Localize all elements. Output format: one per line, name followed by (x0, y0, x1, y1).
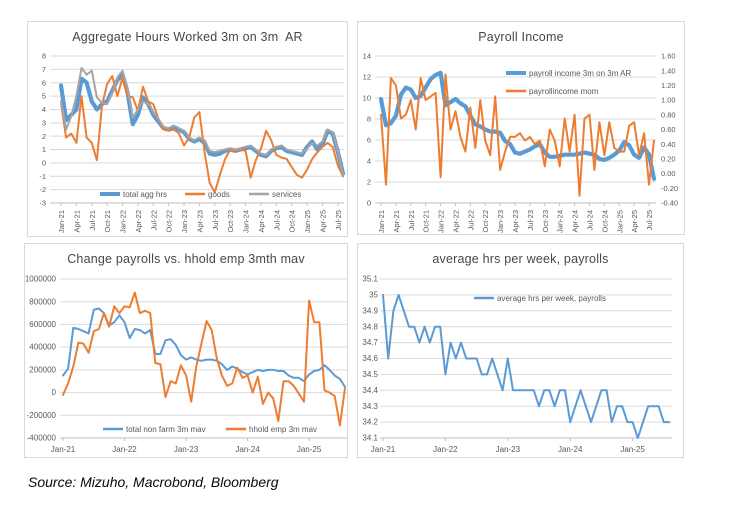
series-line-services (61, 68, 343, 175)
y-axis-tick-label: -3 (39, 198, 46, 208)
y-axis-tick-label: 35 (369, 290, 378, 300)
x-axis-tick-label: Jan-25 (296, 445, 322, 454)
x-axis-tick-label: Oct-22 (481, 210, 491, 233)
x-axis-tick-label: Oct-22 (164, 210, 174, 233)
series-line-total-agg-hrs (61, 75, 343, 174)
y2-axis-tick-label: 1.20 (661, 81, 676, 90)
x-axis-tick-label: Jan-22 (112, 445, 137, 454)
y-axis-tick-label: -200000 (26, 410, 56, 420)
y-axis-tick-label: 35.1 (362, 274, 378, 284)
x-axis-tick-label: Jan-23 (180, 210, 190, 233)
source-note: Source: Mizuho, Macrobond, Bloomberg (28, 474, 279, 490)
series-line-average-hrs-per-week-payrolls (383, 295, 669, 438)
x-axis-tick-label: Jan-23 (495, 445, 521, 454)
y-axis-tick-label: 6 (41, 78, 46, 88)
y-axis-tick-label: 8 (41, 51, 46, 61)
x-axis-tick-label: Jan-23 (496, 210, 506, 233)
x-axis-tick-label: Apr-23 (195, 210, 205, 233)
y-axis-tick-label: 34.8 (362, 322, 378, 332)
x-axis-tick-label: Jan-23 (173, 445, 199, 454)
y-axis-tick-label: 600000 (29, 320, 56, 330)
x-axis-tick-label: Jul-23 (525, 210, 535, 231)
y-axis-tick-label: 400000 (29, 342, 56, 352)
x-axis-tick-label: Jul-21 (87, 210, 97, 231)
y2-axis-tick-label: 0.00 (661, 169, 676, 179)
x-axis-tick-label: Jul-22 (149, 210, 159, 231)
legend-label: goods (208, 189, 230, 199)
x-axis-tick-label: Jan-25 (303, 210, 313, 233)
x-axis-tick-label: Apr-22 (133, 210, 143, 233)
y2-axis-tick-label: 0.60 (661, 125, 676, 135)
x-axis-tick-label: Apr-25 (630, 210, 640, 233)
y-axis-tick-label: 34.1 (362, 433, 378, 443)
y-axis-tick-label: 2 (366, 177, 371, 187)
series-line-payroll-income-3m-on-3m-ar (381, 73, 654, 179)
series-line-goods (61, 76, 343, 192)
y-axis-tick-label: 12 (362, 72, 371, 82)
chart-title-payroll-income: Payroll Income (478, 30, 564, 44)
chart-title-average-hours: average hrs per week, payrolls (432, 252, 609, 266)
y2-axis-tick-label: 1.00 (661, 95, 676, 105)
x-axis-tick-label: Oct-21 (103, 210, 113, 233)
x-axis-tick-label: Apr-24 (570, 210, 580, 233)
legend-label: hhold emp 3m mav (249, 424, 318, 434)
y2-axis-tick-label: -0.40 (661, 198, 679, 208)
y-axis-tick-label: 1 (41, 145, 46, 155)
x-axis-tick-label: Jul-21 (406, 210, 416, 231)
y-axis-tick-label: 34.5 (362, 370, 378, 379)
y-axis-tick-label: -2 (39, 185, 46, 195)
x-axis-tick-label: Oct-21 (421, 210, 431, 233)
legend-label: services (272, 189, 302, 199)
y-axis-tick-label: 4 (41, 105, 46, 115)
x-axis-tick-label: Apr-21 (72, 210, 82, 233)
x-axis-tick-label: Jul-25 (333, 210, 343, 231)
y-axis-tick-label: 10 (362, 93, 371, 103)
y-axis-tick-label: 2 (41, 131, 46, 141)
y-axis-tick-label: 0 (51, 388, 56, 398)
x-axis-tick-label: Jul-25 (645, 210, 655, 231)
x-axis-tick-label: Jan-21 (57, 210, 66, 233)
average-hours-chart (358, 244, 685, 459)
x-axis-tick-label: Apr-21 (391, 210, 401, 233)
legend-label: total non farm 3m mav (126, 424, 206, 434)
y-axis-tick-label: 34.3 (362, 401, 378, 411)
x-axis-tick-label: Jan-24 (235, 445, 260, 454)
y2-axis-tick-label: 1.40 (661, 66, 676, 76)
y-axis-tick-label: -400000 (26, 433, 56, 443)
x-axis-tick-label: Apr-23 (511, 210, 521, 233)
chart-box-average-hours (357, 243, 684, 458)
x-axis-tick-label: Oct-23 (540, 210, 550, 233)
chart-box-aggregate-hours (27, 21, 348, 237)
x-axis-tick-label: Jan-24 (557, 445, 583, 454)
chart-box-payroll-income (357, 21, 685, 235)
x-axis-tick-label: Apr-25 (318, 210, 328, 233)
change-payrolls-chart (25, 244, 349, 459)
aggregate-hours-chart (28, 22, 349, 238)
y-axis-tick-label: 800000 (29, 297, 56, 307)
x-axis-tick-label: Jul-24 (272, 210, 282, 231)
y-axis-tick-label: 4 (366, 156, 371, 166)
y-axis-tick-label: 3 (41, 118, 46, 128)
x-axis-tick-label: Jul-24 (585, 210, 595, 231)
legend-label: payroll income 3m on 3m AR (529, 68, 632, 78)
chart-box-change-payrolls (24, 243, 348, 458)
x-axis-tick-label: Jan-21 (370, 445, 396, 454)
x-axis-tick-label: Jan-24 (241, 210, 251, 233)
y-axis-tick-label: 0 (366, 198, 371, 208)
y-axis-tick-label: 34.7 (362, 338, 378, 348)
series-line-total-non-farm-3m-mav (63, 309, 345, 387)
x-axis-tick-label: Apr-24 (256, 209, 266, 233)
y-axis-tick-label: 34.9 (362, 306, 378, 316)
x-axis-tick-label: Jan-24 (555, 210, 565, 233)
x-axis-tick-label: Jan-25 (620, 445, 645, 454)
y-axis-tick-label: -1 (39, 171, 46, 181)
x-axis-tick-label: Jan-22 (433, 445, 458, 454)
y-axis-tick-label: 7 (41, 64, 46, 74)
legend-label: total agg hrs (123, 189, 168, 199)
x-axis-tick-label: Jan-22 (118, 210, 128, 233)
y2-axis-tick-label: -0.20 (661, 183, 679, 193)
x-axis-tick-label: Jan-25 (615, 210, 625, 233)
legend-label: payrollincome mom (529, 86, 599, 96)
y-axis-tick-label: 34.4 (362, 385, 378, 395)
chart-title-change-payrolls: Change payrolls vs. hhold emp 3mth mav (67, 252, 305, 266)
y2-axis-tick-label: 1.60 (661, 51, 676, 61)
x-axis-tick-label: Jan-22 (436, 210, 446, 233)
y2-axis-tick-label: 0.20 (661, 154, 676, 164)
y-axis-tick-label: 200000 (29, 365, 56, 375)
y-axis-tick-label: 5 (41, 91, 46, 101)
y2-axis-tick-label: 0.40 (661, 139, 676, 149)
x-axis-tick-label: Jan-21 (50, 445, 76, 454)
y2-axis-tick-label: 0.80 (661, 110, 676, 120)
chart-title-aggregate-hours: Aggregate Hours Worked 3m on 3m AR (72, 30, 303, 44)
legend-label: average hrs per week, payrolls (497, 293, 606, 303)
y-axis-tick-label: 1000000 (25, 274, 56, 284)
y-axis-tick-label: 34.2 (362, 417, 378, 427)
y-axis-tick-label: 8 (366, 114, 371, 124)
x-axis-tick-label: Jan-21 (377, 210, 386, 233)
y-axis-tick-label: 34.6 (362, 354, 378, 364)
x-axis-tick-label: Jul-22 (466, 210, 476, 231)
x-axis-tick-label: Oct-24 (287, 210, 297, 233)
x-axis-tick-label: Oct-24 (600, 210, 610, 233)
series-line-hhold-emp-3m-mav (63, 293, 345, 426)
x-axis-tick-label: Apr-22 (451, 210, 461, 233)
y-axis-tick-label: 0 (41, 158, 46, 168)
y-axis-tick-label: 6 (366, 135, 371, 145)
payroll-income-chart (358, 22, 686, 236)
y-axis-tick-label: 14 (362, 51, 371, 61)
x-axis-tick-label: Oct-23 (226, 210, 236, 233)
x-axis-tick-label: Jul-23 (210, 210, 220, 231)
